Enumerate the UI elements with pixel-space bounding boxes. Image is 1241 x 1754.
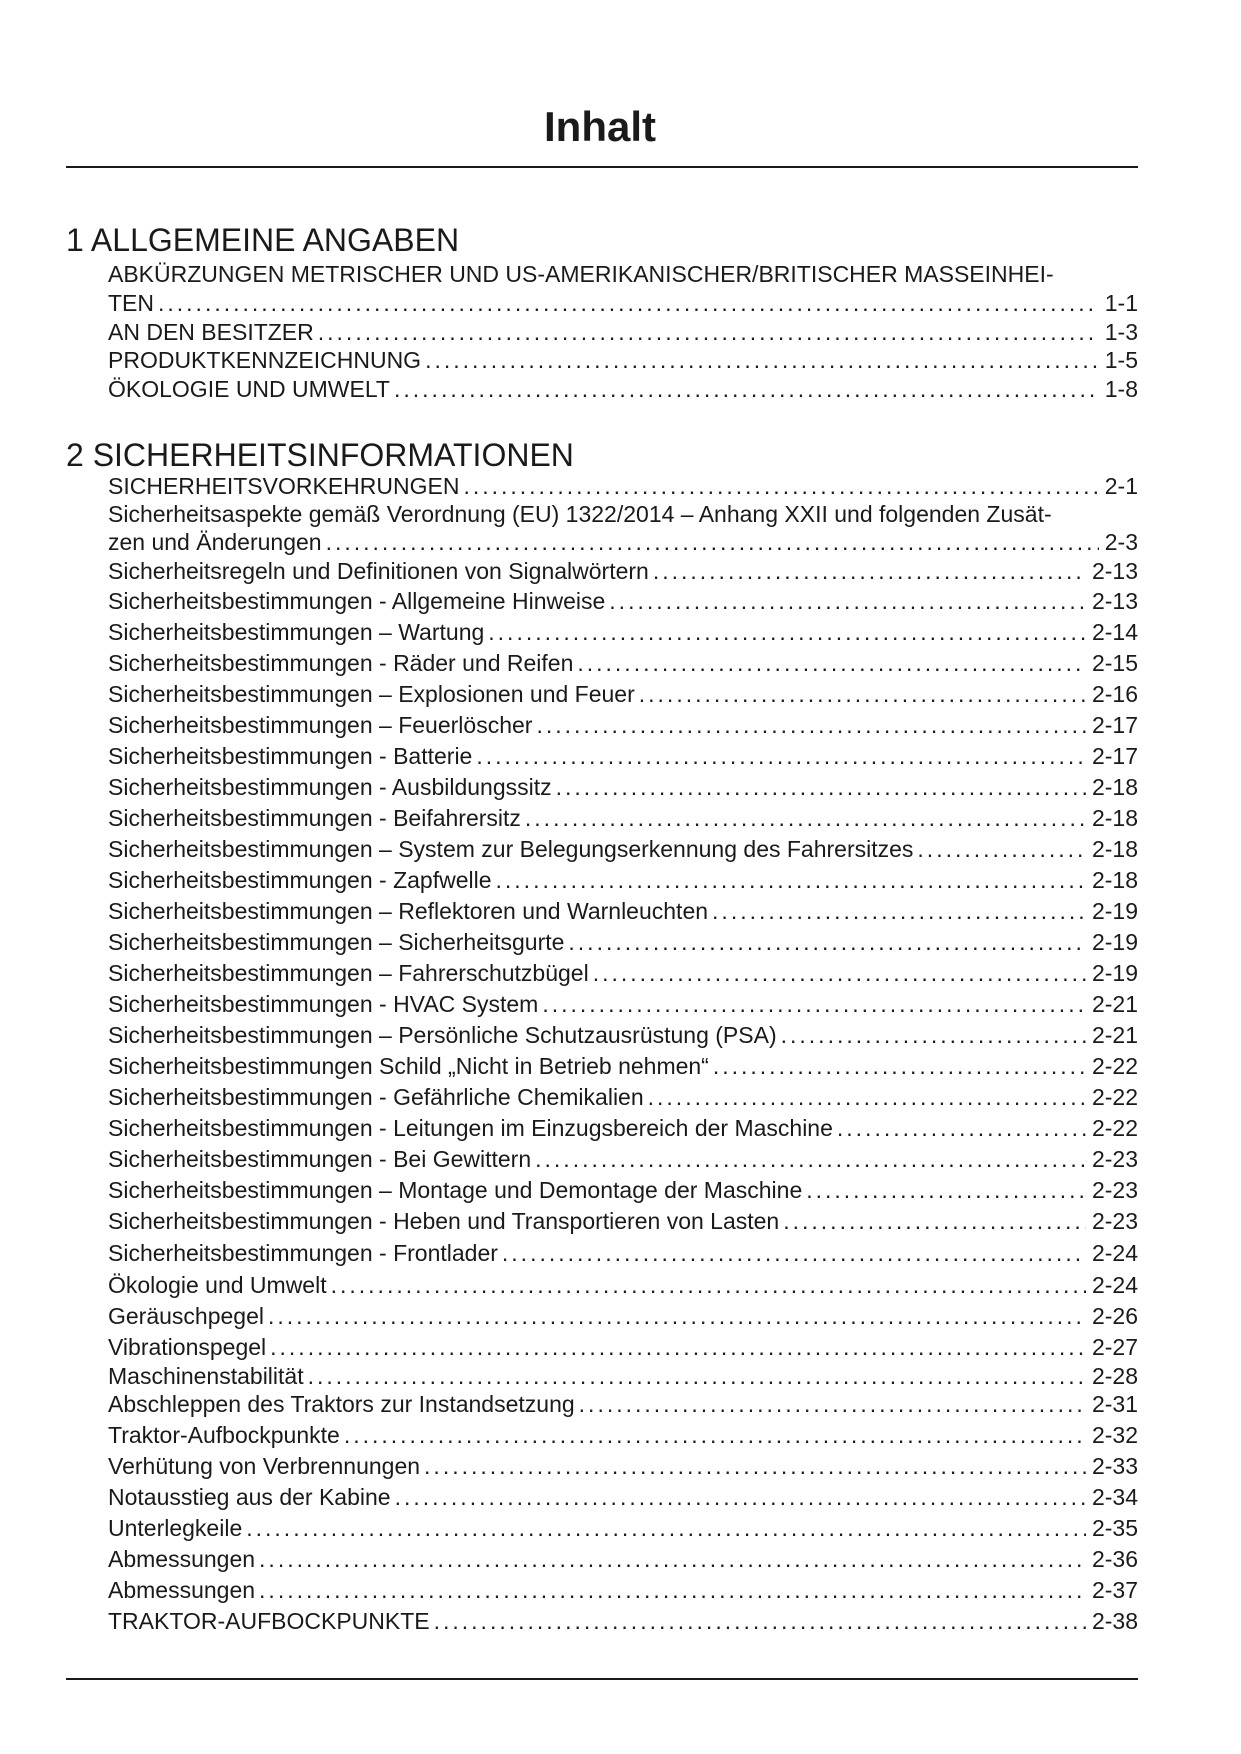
toc-entry[interactable] [108, 1175, 1138, 1206]
toc-entry-label: PRODUKTKENNZEICHNUNG [108, 347, 422, 373]
toc-entry[interactable] [108, 1144, 1138, 1175]
toc-entry-label: Sicherheitsbestimmungen - Beifahrersitz [108, 805, 521, 831]
toc-entry-label: Sicherheitsbestimmungen – Sicherheitsgurte [108, 929, 565, 955]
toc-entry[interactable] [108, 989, 1138, 1020]
leader-dots [556, 772, 1086, 803]
toc-entry-page: 2-17 [1091, 743, 1138, 769]
toc-entry-label: Sicherheitsbestimmungen – Montage und Demontage der Maschine [108, 1177, 803, 1203]
toc-entry-page: 2-14 [1091, 619, 1138, 645]
toc-entry[interactable] [108, 260, 1138, 318]
toc-entry-page: 2-17 [1091, 712, 1138, 738]
toc-entry-label: Sicherheitsbestimmungen – Wartung [108, 619, 485, 645]
toc-entry-label: Traktor-Aufbockpunkte [108, 1422, 340, 1448]
toc-entry-label-line1: Sicherheitsaspekte gemäß Verordnung (EU) 1322/2014 – Anhang XXII und folgenden Zusät- [108, 501, 1052, 527]
toc-entry-label: Sicherheitsbestimmungen - HVAC System [108, 991, 539, 1017]
toc-entry[interactable] [108, 679, 1138, 710]
toc-entry[interactable] [108, 586, 1138, 617]
toc-entry-page: 2-23 [1091, 1208, 1138, 1234]
leader-dots [712, 896, 1086, 927]
toc-entry[interactable] [108, 1020, 1138, 1051]
toc-entry[interactable] [108, 1575, 1138, 1606]
toc-entry-page: 2-21 [1091, 1022, 1138, 1048]
section-1-entries [108, 260, 1138, 404]
toc-entry-label: Sicherheitsbestimmungen - Heben und Transportieren von Lasten [108, 1208, 780, 1234]
leader-dots [639, 679, 1086, 710]
toc-entry-label: Notausstieg aus der Kabine [108, 1484, 391, 1510]
leader-dots [394, 374, 1099, 404]
toc-entry-page: 2-35 [1091, 1515, 1138, 1541]
toc-entry-page: 2-13 [1091, 558, 1138, 584]
toc-entry-label: zen und Änderungen [108, 529, 322, 555]
toc-entry-page: 2-18 [1091, 836, 1138, 862]
leader-dots [259, 1575, 1086, 1606]
toc-entry-page: 2-38 [1091, 1608, 1138, 1634]
leader-dots [713, 1051, 1086, 1082]
toc-entry-page: 1-8 [1104, 376, 1138, 402]
toc-entry-label: Sicherheitsbestimmungen – Explosionen und Feuer [108, 681, 635, 707]
leader-dots [535, 1144, 1086, 1175]
leader-dots [579, 1389, 1086, 1420]
leader-dots [246, 1513, 1086, 1544]
toc-entry[interactable] [108, 617, 1138, 648]
toc-entry-label: Sicherheitsbestimmungen - Batterie [108, 743, 473, 769]
toc-entry-label: TEN [108, 290, 154, 316]
leader-dots [424, 1451, 1086, 1482]
toc-entry-label: Maschinenstabilität [108, 1363, 304, 1389]
toc-entry-page: 2-18 [1091, 774, 1138, 800]
toc-entry-page: 2-22 [1091, 1053, 1138, 1079]
leader-dots [542, 989, 1086, 1020]
toc-entry-page: 2-23 [1091, 1177, 1138, 1203]
toc-entry-page: 2-19 [1091, 960, 1138, 986]
toc-entry[interactable] [108, 1113, 1138, 1144]
page-title: Inhalt [544, 103, 656, 150]
toc-entry[interactable] [108, 1482, 1138, 1513]
toc-entry-page: 2-31 [1091, 1391, 1138, 1417]
leader-dots [653, 556, 1086, 586]
leader-dots [593, 958, 1086, 989]
toc-entry[interactable] [108, 1420, 1138, 1451]
leader-dots [476, 741, 1086, 772]
toc-entry-page: 2-22 [1091, 1084, 1138, 1110]
toc-entry-label: Unterlegkeile [108, 1515, 243, 1541]
toc-entry[interactable] [108, 500, 1138, 556]
toc-entry[interactable] [108, 834, 1138, 865]
toc-entry-page: 2-27 [1091, 1334, 1138, 1360]
toc-entry[interactable] [108, 803, 1138, 834]
toc-entry-label: Sicherheitsbestimmungen - Zapfwelle [108, 867, 492, 893]
toc-entry[interactable] [108, 1270, 1138, 1301]
toc-entry-label: Sicherheitsregeln und Definitionen von Signalwörtern [108, 558, 649, 584]
toc-entry-page: 2-19 [1091, 898, 1138, 924]
toc-entry-page: 2-34 [1091, 1484, 1138, 1510]
leader-dots [568, 927, 1086, 958]
toc-entry[interactable] [108, 772, 1138, 803]
toc-entry-label: Sicherheitsbestimmungen - Allgemeine Hinweise [108, 588, 606, 614]
leader-dots [609, 586, 1086, 617]
toc-entry-page: 2-21 [1091, 991, 1138, 1017]
toc-entry[interactable] [108, 1301, 1138, 1332]
leader-dots [502, 1237, 1086, 1270]
leader-dots [463, 472, 1098, 500]
leader-dots [783, 1206, 1086, 1237]
toc-entry-label: Sicherheitsbestimmungen - Gefährliche Chemikalien [108, 1084, 644, 1110]
toc-entry-label: Sicherheitsbestimmungen - Räder und Reifen [108, 650, 574, 676]
toc-entry-page: 2-36 [1091, 1546, 1138, 1572]
toc-entry[interactable] [108, 741, 1138, 772]
toc-entry-page: 2-15 [1091, 650, 1138, 676]
leader-dots [648, 1082, 1086, 1113]
toc-entry-page: 1-5 [1104, 347, 1138, 373]
toc-entry-label-line1: ABKÜRZUNGEN METRISCHER UND US-AMERIKANISCHER/BRITISCHER MASSEINHEI- [108, 261, 1054, 287]
leader-dots [259, 1544, 1086, 1575]
toc-entry-label: Abmessungen [108, 1546, 256, 1572]
leader-dots [270, 1332, 1086, 1363]
toc-entry-label: Abschleppen des Traktors zur Instandsetzung [108, 1391, 575, 1417]
leader-dots [806, 1175, 1086, 1206]
toc-entry-page: 2-1 [1104, 473, 1138, 499]
toc-entry-page: 2-37 [1091, 1577, 1138, 1603]
toc-entry-page: 2-22 [1091, 1115, 1138, 1141]
toc-entry-page: 2-28 [1091, 1363, 1138, 1389]
leader-dots [434, 1606, 1086, 1637]
toc-entry[interactable] [108, 896, 1138, 927]
toc-entry-page: 2-24 [1091, 1240, 1138, 1266]
leader-dots [326, 528, 1099, 556]
toc-entry-page: 2-32 [1091, 1422, 1138, 1448]
toc-entry-label: Sicherheitsbestimmungen - Leitungen im Einzugsbereich der Maschine [108, 1115, 833, 1141]
toc-entry-page: 2-26 [1091, 1303, 1138, 1329]
leader-dots [425, 346, 1099, 374]
toc-entry-label: Sicherheitsbestimmungen – Reflektoren und Warnleuchten [108, 898, 709, 924]
leader-dots [344, 1420, 1086, 1451]
leader-dots [781, 1020, 1086, 1051]
toc-entry[interactable] [108, 1363, 1138, 1389]
toc-entry-page: 2-19 [1091, 929, 1138, 955]
toc-entry-label: Sicherheitsbestimmungen - Bei Gewittern [108, 1146, 532, 1172]
leader-dots [488, 617, 1086, 648]
toc-entry-page: 1-3 [1104, 319, 1138, 345]
leader-dots [837, 1113, 1086, 1144]
leader-dots [331, 1270, 1086, 1301]
toc-entry-label: ÖKOLOGIE UND UMWELT [108, 376, 390, 402]
toc-entry[interactable] [108, 556, 1138, 586]
toc-entry[interactable] [108, 927, 1138, 958]
toc-entry[interactable] [108, 648, 1138, 679]
toc-entry[interactable] [108, 1451, 1138, 1482]
toc-entry-label: Abmessungen [108, 1577, 256, 1603]
top-divider [66, 166, 1138, 168]
toc-entry[interactable] [108, 318, 1138, 346]
toc-entry-page: 2-16 [1091, 681, 1138, 707]
toc-entry-label: Verhütung von Verbrennungen [108, 1453, 421, 1479]
leader-dots [525, 803, 1086, 834]
toc-entry-label: Sicherheitsbestimmungen - Ausbildungssitz [108, 774, 552, 800]
leader-dots [268, 1301, 1086, 1332]
toc-entry[interactable] [108, 374, 1138, 404]
toc-entry-page: 2-24 [1091, 1272, 1138, 1298]
toc-entry[interactable] [108, 1544, 1138, 1575]
toc-entry[interactable] [108, 1082, 1138, 1113]
toc-entry-label: Sicherheitsbestimmungen – Feuerlöscher [108, 712, 533, 738]
bottom-divider [66, 1678, 1138, 1680]
toc-entry-label: TRAKTOR-AUFBOCKPUNKTE [108, 1608, 430, 1634]
leader-dots [917, 834, 1086, 865]
toc-entry-page: 2-18 [1091, 867, 1138, 893]
toc-entry-page: 2-3 [1104, 529, 1138, 555]
leader-dots [536, 710, 1086, 741]
toc-entry-label: SICHERHEITSVORKEHRUNGEN [108, 473, 460, 499]
toc-entry-page: 2-23 [1091, 1146, 1138, 1172]
leader-dots [308, 1363, 1086, 1389]
toc-entry[interactable] [108, 958, 1138, 989]
toc-entry-label: Sicherheitsbestimmungen – System zur Belegungserkennung des Fahrersitzes [108, 836, 914, 862]
toc-entry-page: 2-13 [1091, 588, 1138, 614]
section-heading-2: 2 SICHERHEITSINFORMATIONEN [66, 437, 574, 473]
toc-entry-page: 2-33 [1091, 1453, 1138, 1479]
toc-entry-label: Sicherheitsbestimmungen - Frontlader [108, 1240, 498, 1266]
toc-entry[interactable] [108, 865, 1138, 896]
leader-dots [318, 318, 1099, 346]
section-2-entries [108, 472, 1138, 1637]
leader-dots [496, 865, 1086, 896]
toc-entry-label: Sicherheitsbestimmungen – Persönliche Schutzausrüstung (PSA) [108, 1022, 777, 1048]
leader-dots [158, 288, 1099, 318]
toc-entry-label: Vibrationspegel [108, 1334, 267, 1360]
toc-entry[interactable] [108, 1332, 1138, 1363]
toc-entry-page: 1-1 [1104, 290, 1138, 316]
toc-entry-label: Geräuschpegel [108, 1303, 264, 1329]
toc-entry[interactable] [108, 1237, 1138, 1270]
toc-entry[interactable] [108, 346, 1138, 374]
leader-dots [577, 648, 1086, 679]
toc-entry-label: AN DEN BESITZER [108, 319, 314, 345]
toc-entry-label: Sicherheitsbestimmungen Schild „Nicht in Betrieb nehmen“ [108, 1053, 709, 1079]
toc-entry-page: 2-18 [1091, 805, 1138, 831]
toc-entry[interactable] [108, 1206, 1138, 1237]
toc-entry[interactable] [108, 1389, 1138, 1420]
toc-entry[interactable] [108, 1051, 1138, 1082]
leader-dots [395, 1482, 1086, 1513]
toc-entry[interactable] [108, 1606, 1138, 1637]
section-heading-1: 1 ALLGEMEINE ANGABEN [66, 222, 460, 258]
toc-entry-label: Ökologie und Umwelt [108, 1272, 327, 1298]
toc-entry[interactable] [108, 710, 1138, 741]
toc-entry-label: Sicherheitsbestimmungen – Fahrerschutzbügel [108, 960, 589, 986]
toc-entry[interactable] [108, 472, 1138, 500]
toc-entry[interactable] [108, 1513, 1138, 1544]
